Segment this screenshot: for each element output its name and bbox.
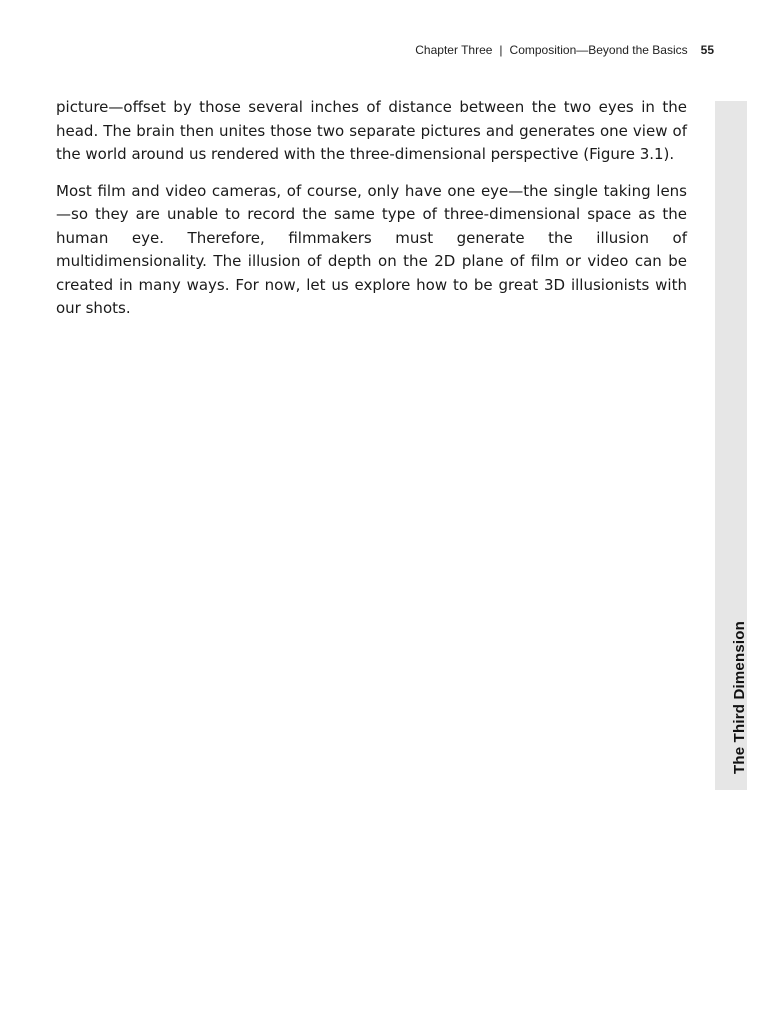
chapter-side-tab	[715, 101, 747, 790]
header-separator: |	[499, 43, 503, 57]
section-title: Composition—Beyond the Basics	[509, 43, 688, 57]
paragraph: Most film and video cameras, of course, only have one eye—the single taking lens—so they are unable to record the same type of three-dimensional space as the human eye. Therefore, filmmakers must generate the illusion of multidimensionality. The illusion of depth on the 2D plane of film or video can be created in many ways. For now, let us explore how to be great 3D illusionists with our shots.	[56, 181, 687, 317]
paragraph: picture—offset by those several inches of distance between the two eyes in the head. The brain then unites those two separate pictures and generates one view of the world around us rendered with the three-dimensional perspective (Figure 3.1).	[56, 98, 687, 163]
page-number: 55	[700, 43, 714, 57]
chapter-label: Chapter Three	[415, 43, 493, 57]
running-header	[415, 43, 714, 57]
side-tab-label: The Third Dimension	[731, 621, 748, 774]
body-text	[56, 96, 687, 334]
